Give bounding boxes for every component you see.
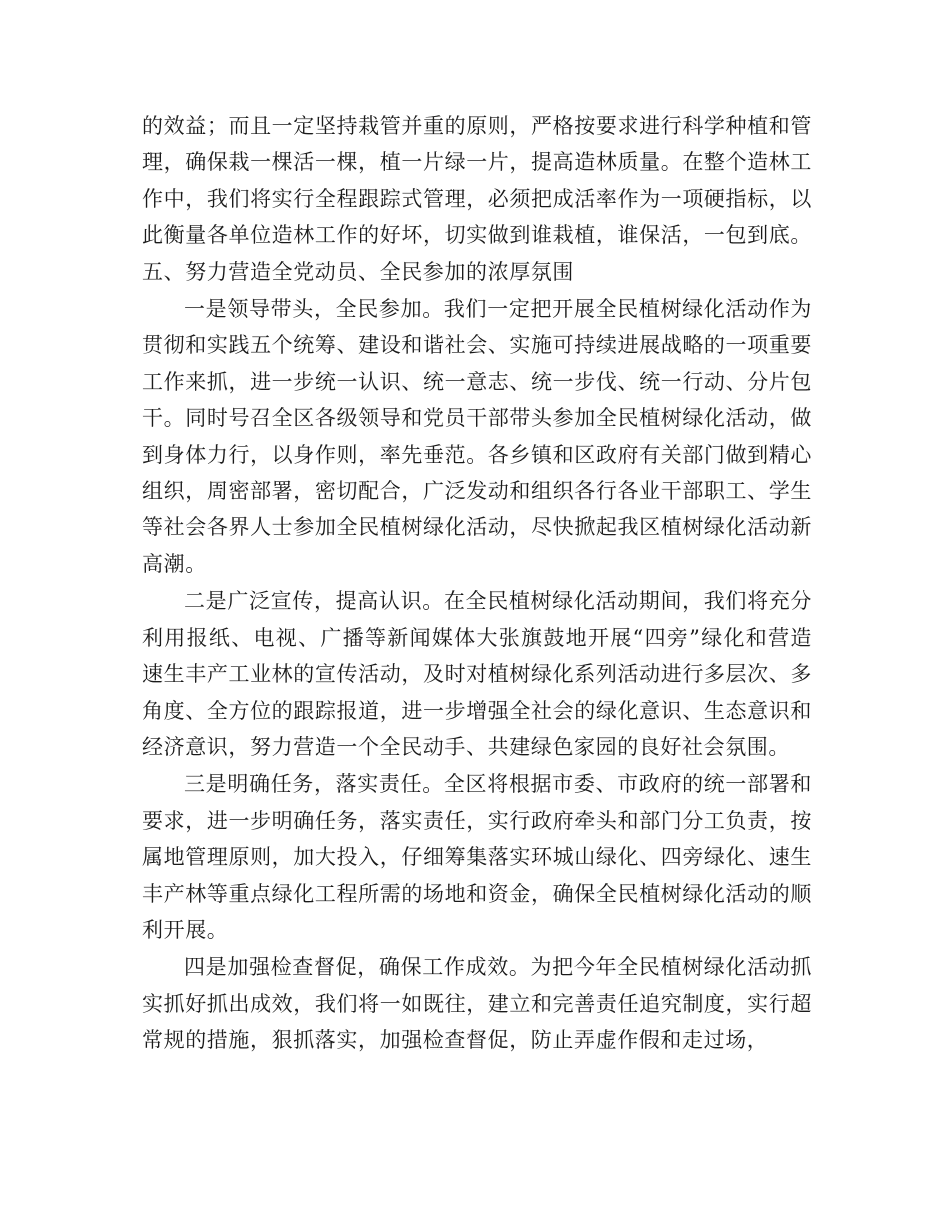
paragraph-4: 三是明确任务，落实责任。全区将根据市委、市政府的统一部署和要求，进一步明确任务，落实责任，实行政府牵头和部门分工负责，按属地管理原则，加大投入，仔细筹集落实环城山绿化、四旁绿化、速生丰产林等重点绿化工程所需的场地和资金，确保全民植树绿化活动的顺利开展。 bbox=[142, 772, 812, 942]
paragraph-2: 一是领导带头，全民参加。我们一定把开展全民植树绿化活动作为贯彻和实践五个统筹、建设和谐社会、实施可持续进展战略的一项重要工作来抓，进一步统一认识、统一意志、统一步伐、统一行动、分片包干。同时号召全区各级领导和党员干部带头参加全民植树绿化活动，做到身体力行，以身作则，率先垂范。各乡镇和区政府有关部门做到精心组织，周密部署，密切配合，广泛发动和组织各行各业干部职工、学生等社会各界人士参加全民植树绿化活动，尽快掀起我区植树绿化活动新高潮。 bbox=[142, 297, 812, 576]
paragraph-5: 四是加强检查督促，确保工作成效。为把今年全民植树绿化活动抓实抓好抓出成效，我们将一如既往，建立和完善责任追究制度，实行超常规的措施，狠抓落实，加强检查督促，防止弄虚作假和走过场， bbox=[142, 955, 812, 1053]
paragraph-3: 二是广泛宣传，提高认识。在全民植树绿化活动期间，我们将充分利用报纸、电视、广播等新闻媒体大张旗鼓地开展“四旁”绿化和营造速生丰产工业林的宣传活动，及时对植树绿化系列活动进行多层次、多角度、全方位的跟踪报道，进一步增强全社会的绿化意识、生态意识和经济意识，努力营造一个全民动手、共建绿色家园的良好社会氛围。 bbox=[142, 589, 812, 759]
paragraph-1: 的效益；而且一定坚持栽管并重的原则，严格按要求进行科学种植和管理，确保栽一棵活一棵，植一片绿一片，提高造林质量。在整个造林工作中，我们将实行全程跟踪式管理，必须把成活率作为一项硬指标，以此衡量各单位造林工作的好坏，切实做到谁栽植，谁保活，一包到底。 五、努力营造全党动员、全民参加的浓厚氛围 bbox=[142, 114, 812, 284]
document-body bbox=[142, 108, 812, 1059]
